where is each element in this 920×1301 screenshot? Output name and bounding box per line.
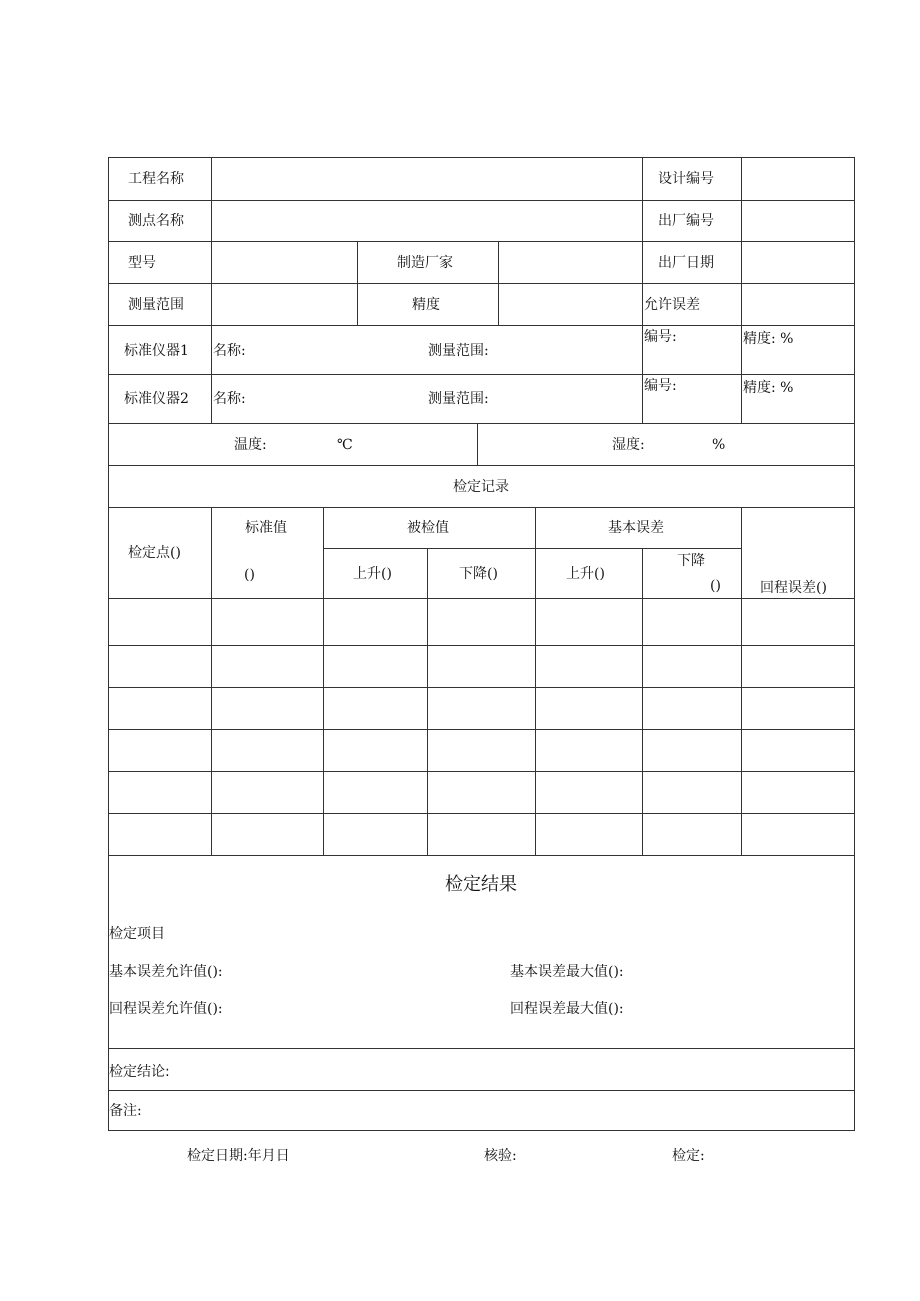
record-cell[interactable] [109,730,211,771]
std-instrument-2-label: 标准仪器2 [124,391,189,407]
precision-field[interactable] [499,284,642,325]
record-cell[interactable] [428,688,535,729]
factory-no-label: 出厂编号 [658,213,714,229]
std1-range-label: 测量范围: [428,343,489,359]
manufacturer-label: 制造厂家 [397,255,453,271]
record-cell[interactable] [643,688,741,729]
grid-line [323,548,741,549]
hysteresis-allowable: 回程误差允许值(): [109,1001,223,1017]
allowable-error-field[interactable] [742,284,854,325]
record-cell[interactable] [428,814,535,855]
col-basic-error-header: 基本误差 [608,520,664,536]
grid-line [108,1130,855,1131]
col-tested-up: 上升() [353,566,392,582]
humidity-unit: % [712,437,726,453]
footer-date: 检定日期:年月日 [187,1148,290,1164]
std2-range-label: 测量范围: [428,391,489,407]
std1-name-label: 名称: [213,343,246,359]
temperature-label: 温度: [234,437,267,453]
record-cell[interactable] [536,772,642,813]
point-name-label: 测点名称 [128,213,184,229]
record-cell[interactable] [109,599,211,645]
record-cell[interactable] [324,646,427,687]
result-title: 检定结果 [445,874,517,895]
std1-precision-label: 精度: % [743,331,794,347]
record-cell[interactable] [324,814,427,855]
record-cell[interactable] [212,599,323,645]
col-point-header: 检定点() [128,545,181,561]
grid-line [477,423,478,465]
range-label: 测量范围 [128,297,184,313]
record-cell[interactable] [428,646,535,687]
grid-line [108,325,855,326]
factory-no-field[interactable] [742,201,854,241]
record-cell[interactable] [536,688,642,729]
record-cell[interactable] [742,688,854,729]
col-error-up: 上升() [566,566,605,582]
std2-number-label: 编号: [644,378,677,394]
grid-line [854,157,855,1131]
col-hysteresis-header: 回程误差() [760,580,827,596]
project-name-label: 工程名称 [128,171,184,187]
col-tested-down: 下降() [459,566,498,582]
record-cell[interactable] [742,599,854,645]
std2-precision-label: 精度: % [743,380,794,396]
conclusion-label: 检定结论: [109,1064,170,1080]
project-name-field[interactable] [212,158,642,200]
factory-date-label: 出厂日期 [658,255,714,271]
col-std-unit: () [244,567,255,583]
hysteresis-max: 回程误差最大值(): [510,1001,624,1017]
grid-line [108,855,855,856]
record-cell[interactable] [536,814,642,855]
record-cell[interactable] [324,772,427,813]
basic-error-max: 基本误差最大值(): [510,964,624,980]
temperature-unit: ℃ [337,437,353,453]
model-label: 型号 [128,255,156,271]
grid-line [108,374,855,375]
col-error-down: 下降 [677,553,705,569]
humidity-label: 湿度: [612,437,645,453]
record-cell[interactable] [536,730,642,771]
footer-verify: 检定: [672,1148,705,1164]
record-cell[interactable] [742,772,854,813]
record-cell[interactable] [742,730,854,771]
grid-line [108,1090,855,1091]
basic-error-allowable: 基本误差允许值(): [109,964,223,980]
grid-line [108,465,855,466]
record-cell[interactable] [212,814,323,855]
col-std-header: 标准值 [245,520,287,536]
record-cell[interactable] [742,646,854,687]
record-cell[interactable] [643,730,741,771]
model-field[interactable] [212,242,357,283]
record-cell[interactable] [324,599,427,645]
record-cell[interactable] [536,599,642,645]
grid-line [108,423,855,424]
manufacturer-field[interactable] [499,242,642,283]
record-title: 检定记录 [453,479,509,495]
std2-name-label: 名称: [213,391,246,407]
grid-line [108,507,855,508]
record-cell[interactable] [643,814,741,855]
record-cell[interactable] [643,646,741,687]
record-cell[interactable] [643,599,741,645]
record-cell[interactable] [212,688,323,729]
range-field[interactable] [212,284,357,325]
design-no-label: 设计编号 [658,171,714,187]
record-cell[interactable] [109,814,211,855]
grid-line [642,157,643,423]
factory-date-field[interactable] [742,242,854,283]
record-cell[interactable] [109,772,211,813]
std1-number-label: 编号: [644,329,677,345]
allowable-error-label: 允许误差 [644,297,700,313]
record-cell[interactable] [742,814,854,855]
record-cell[interactable] [324,730,427,771]
record-cell[interactable] [212,772,323,813]
record-cell[interactable] [643,772,741,813]
record-cell[interactable] [109,646,211,687]
std-instrument-1-label: 标准仪器1 [124,343,189,359]
design-no-field[interactable] [742,158,854,200]
record-cell[interactable] [324,688,427,729]
grid-line [357,241,358,325]
col-tested-header: 被检值 [407,520,449,536]
record-cell[interactable] [109,688,211,729]
record-cell[interactable] [428,599,535,645]
col-error-down-unit: () [710,578,721,594]
grid-line [108,1048,855,1049]
record-cell[interactable] [212,730,323,771]
record-cell[interactable] [428,730,535,771]
footer-check: 核验: [484,1148,517,1164]
remark-label: 备注: [109,1103,142,1119]
record-cell[interactable] [212,646,323,687]
result-items-label: 检定项目 [109,926,165,942]
point-name-field[interactable] [212,201,642,241]
record-cell[interactable] [428,772,535,813]
record-cell[interactable] [536,646,642,687]
precision-label: 精度 [412,297,440,313]
